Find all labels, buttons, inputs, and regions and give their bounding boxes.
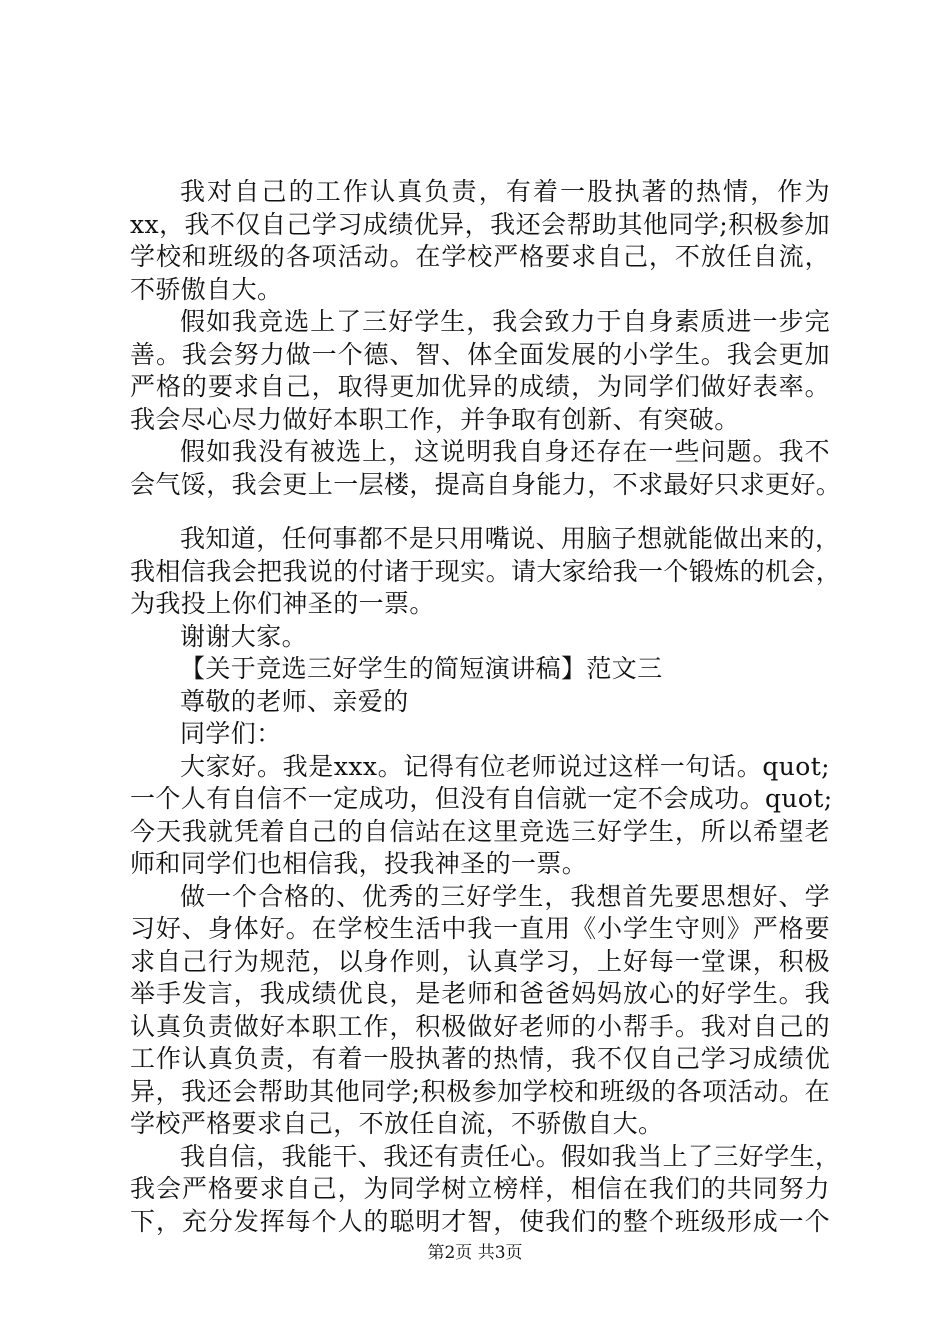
text-line: 认真负责做好本职工作，积极做好老师的小帮手。我对自己的 <box>130 1011 830 1041</box>
text-line: 同学们： <box>180 719 282 748</box>
text-line: 我自信，我能干、我还有责任心。假如我当上了三好学生， <box>180 1141 841 1171</box>
text-line: 假如我没有被选上，这说明我自身还存在一些问题。我不 <box>180 437 830 466</box>
text-line: 我会严格要求自己，为同学树立榜样，相信在我们的共同努力 <box>130 1174 830 1203</box>
text-line: 大家好。我是xxx。记得有位老师说过这样一句话。quot; <box>180 751 830 781</box>
text-line: 今天我就凭着自己的自信站在这里竞选三好学生，所以希望老 <box>130 816 830 846</box>
text-line: 学校和班级的各项活动。在学校严格要求自己，不放任自流， <box>130 242 830 271</box>
text-line: 会气馁，我会更上一层楼，提高自身能力，不求最好只求更好。 <box>130 469 842 499</box>
text-line: 做一个合格的、优秀的三好学生，我想首先要思想好、学 <box>180 881 830 911</box>
text-line: 异，我还会帮助其他同学;积极参加学校和班级的各项活动。在 <box>130 1076 830 1106</box>
page-number: 第2页 共3页 <box>427 1243 523 1263</box>
text-line: 求自己行为规范，以身作则，认真学习，上好每一堂课，积极 <box>130 946 830 976</box>
text-line: 尊敬的老师、亲爱的 <box>180 686 409 716</box>
text-line: 假如我竞选上了三好学生，我会致力于自身素质进一步完 <box>180 307 830 336</box>
text-line: 我相信我会把我说的付诸于现实。请大家给我一个锻炼的机会， <box>130 556 842 586</box>
text-line: 学校严格要求自己，不放任自流，不骄傲自大。 <box>130 1109 664 1138</box>
text-line: 师和同学们也相信我，投我神圣的一票。 <box>130 849 588 878</box>
text-line: 工作认真负责，有着一股执著的热情，我不仅自己学习成绩优 <box>130 1044 830 1073</box>
text-line: 习好、身体好。在学校生活中我一直用《小学生守则》严格要 <box>130 914 830 943</box>
text-line: 下，充分发挥每个人的聪明才智，使我们的整个班级形成一个 <box>130 1206 830 1236</box>
text-line: 我知道，任何事都不是只用嘴说、用脑子想就能做出来的， <box>180 524 841 553</box>
paragraph-gap <box>130 501 830 523</box>
text-line: 一个人有自信不一定成功，但没有自信就一定不会成功。quot; <box>130 784 833 813</box>
text-line: 严格的要求自己，取得更加优异的成绩，为同学们做好表率。 <box>130 372 830 401</box>
text-line: 善。我会努力做一个德、智、体全面发展的小学生。我会更加 <box>130 339 830 369</box>
text-line: 我对自己的工作认真负责，有着一股执著的热情，作为 <box>180 177 830 206</box>
text-line: 不骄傲自大。 <box>130 274 283 304</box>
text-line: xx，我不仅自己学习成绩优异，我还会帮助其他同学;积极参加 <box>130 209 830 239</box>
section-heading: 【关于竞选三好学生的简短演讲稿】范文三 <box>180 654 663 683</box>
text-line: 我会尽心尽力做好本职工作，并争取有创新、有突破。 <box>130 404 740 434</box>
text-line: 举手发言，我成绩优良，是老师和爸爸妈妈放心的好学生。我 <box>130 979 830 1008</box>
text-line: 谢谢大家。 <box>180 621 308 651</box>
page-footer <box>0 1243 950 1263</box>
text-line: 为我投上你们神圣的一票。 <box>130 589 435 618</box>
document-body <box>130 176 842 1238</box>
